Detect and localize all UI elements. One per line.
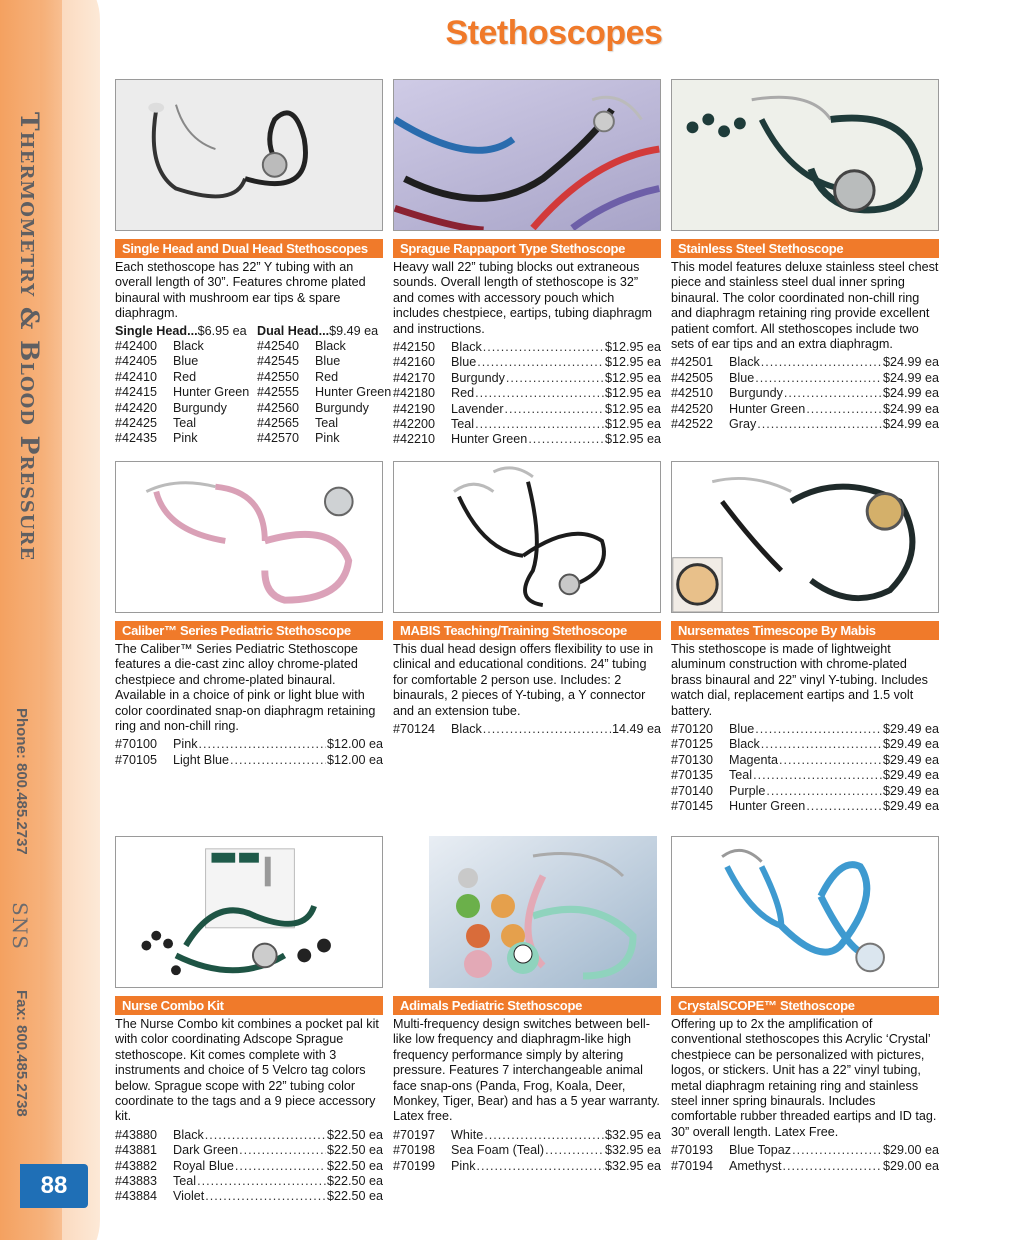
sku: #42425 — [115, 416, 158, 431]
color-name: Hunter Green — [173, 385, 250, 400]
color-name: Black — [729, 737, 760, 752]
list-item — [671, 1159, 939, 1174]
product-photo — [115, 79, 383, 231]
sku: #42170 — [393, 370, 436, 385]
kit-icon — [116, 837, 382, 987]
sku: #70197 — [393, 1127, 436, 1142]
sku: #43883 — [115, 1174, 158, 1189]
stethoscope-icon — [672, 462, 938, 612]
price: $12.95 ea — [604, 370, 661, 385]
list-item — [115, 339, 257, 354]
color-name: Violet — [173, 1189, 205, 1204]
color-name: Pink — [173, 431, 198, 446]
color-name: Lavender — [451, 401, 504, 416]
sku: #42520 — [671, 401, 714, 416]
sku: #70199 — [393, 1158, 436, 1173]
list-item — [393, 402, 661, 417]
color-name: Hunter Green — [729, 799, 806, 814]
list-item — [671, 799, 939, 814]
product-description: The Nurse Combo kit combines a pocket pal kit with color coordinating Adscope Sprague stethoscope. Kit comes complete with 3 instruments and choice of 5 Velcro tag colors below. Sprague scope with 22” tubing color coordinate to the tags and a 9 piece accessory kit. — [115, 1017, 379, 1124]
price: $12.95 ea — [604, 355, 661, 370]
price-list — [115, 737, 383, 768]
sku: #42405 — [115, 354, 158, 369]
product-title: Caliber™ Series Pediatric Stethoscope — [115, 621, 383, 640]
sku: #42420 — [115, 400, 158, 415]
price: $32.95 ea — [604, 1158, 661, 1173]
product-description: The Caliber™ Series Pediatric Stethoscope features a die-cast zinc alloy chrome-plated chestpiece and chrome-plated binaural. Available in a choice of pink or light blue with color coordinated snap-on diaphragm retaining ring and non-chill ring. — [115, 642, 376, 734]
list-item — [257, 339, 383, 354]
list-item — [671, 371, 939, 386]
sku: #70130 — [671, 752, 714, 767]
product-title: Adimals Pediatric Stethoscope — [393, 996, 661, 1015]
price: $32.95 ea — [604, 1127, 661, 1142]
color-name: Burgundy — [173, 400, 227, 415]
sku: #42435 — [115, 431, 158, 446]
sku: #42210 — [393, 432, 436, 447]
sku: #42550 — [257, 369, 300, 384]
price: $22.50 ea — [326, 1158, 383, 1173]
list-item — [257, 431, 383, 446]
color-name: Hunter Green — [315, 385, 392, 400]
price: $12.95 ea — [604, 432, 661, 447]
color-name: Black — [173, 1127, 204, 1142]
list-item — [671, 784, 939, 799]
list-item — [115, 1174, 383, 1189]
color-name: Black — [315, 339, 346, 354]
stethoscope-icon — [393, 836, 661, 988]
list-item — [257, 416, 383, 431]
color-name: Dark Green — [173, 1143, 239, 1158]
product-title: Stainless Steel Stethoscope — [671, 239, 939, 258]
list-item — [671, 722, 939, 737]
sku: #42190 — [393, 401, 436, 416]
price-list — [671, 355, 939, 432]
price: $24.99 ea — [882, 370, 939, 385]
price: $12.95 ea — [604, 386, 661, 401]
list-item — [115, 1159, 383, 1174]
product-title: MABIS Teaching/Training Stethoscope — [393, 621, 661, 640]
sku: #42560 — [257, 400, 300, 415]
price: $22.50 ea — [326, 1189, 383, 1204]
sku: #42180 — [393, 386, 436, 401]
color-name: Red — [173, 369, 197, 384]
color-name: Light Blue — [173, 752, 230, 767]
stethoscope-icon — [672, 80, 938, 230]
company-logo: SNS — [8, 902, 32, 950]
list-item — [671, 355, 939, 370]
section-title: Thermometry & Blood Pressure — [15, 112, 44, 562]
list-item — [115, 1143, 383, 1158]
color-name: Blue — [173, 354, 199, 369]
list-item — [393, 371, 661, 386]
color-name: Pink — [451, 1158, 476, 1173]
list-item — [115, 737, 383, 752]
price-list — [115, 1128, 383, 1205]
list-item — [115, 416, 257, 431]
price: $12.95 ea — [604, 417, 661, 432]
price: $29.49 ea — [882, 799, 939, 814]
product-card-mabis-teaching — [393, 461, 661, 737]
sku: #70194 — [671, 1158, 714, 1173]
list-item — [671, 753, 939, 768]
price: $22.50 ea — [326, 1174, 383, 1189]
sku: #42570 — [257, 431, 300, 446]
product-photo — [115, 461, 383, 613]
product-title: Single Head and Dual Head Stethoscopes — [115, 239, 383, 258]
color-name: Teal — [173, 1174, 197, 1189]
color-name: Red — [451, 386, 475, 401]
phone-number: Phone: 800.485.2737 — [13, 708, 30, 855]
product-card-caliber-pediatric — [115, 461, 383, 768]
list-item — [671, 386, 939, 401]
color-name: Red — [315, 369, 339, 384]
color-name: Teal — [315, 416, 339, 431]
price: $24.99 ea — [882, 401, 939, 416]
list-item — [115, 385, 257, 400]
color-name: Teal — [729, 768, 753, 783]
color-name: Purple — [729, 783, 766, 798]
product-title: Nursemates Timescope By Mabis — [671, 621, 939, 640]
stethoscope-icon — [394, 462, 660, 612]
fax-number: Fax: 800.485.2738 — [13, 990, 30, 1117]
list-item — [671, 1143, 939, 1158]
price: $12.00 ea — [326, 752, 383, 767]
sku: #42150 — [393, 340, 436, 355]
product-photo — [671, 461, 939, 613]
sku: #70198 — [393, 1143, 436, 1158]
sku: #70193 — [671, 1143, 714, 1158]
stethoscope-icon — [672, 837, 938, 987]
color-name: Pink — [173, 737, 198, 752]
dual-head-column — [257, 323, 392, 447]
page-number: 88 — [20, 1164, 88, 1208]
list-item — [671, 768, 939, 783]
color-name: Burgundy — [451, 370, 505, 385]
list-item — [393, 386, 661, 401]
list-item — [115, 401, 257, 416]
product-description: Heavy wall 22” tubing blocks out extraneous sounds. Overall length of stethoscope is 32” and comes with accessory pouch which includes chestpiece, eartips, tubing diaphragm and instructions. — [393, 260, 653, 336]
price-list — [393, 340, 661, 448]
sku: #42505 — [671, 370, 714, 385]
product-description: This dual head design offers flexibility to use in clinical and educational conditions. 24” tubing for comfortable 2 person use. Includes: 2 binaurals, 2 pieces of Y-tubing, a Y connector and an extension tube. — [393, 642, 654, 718]
sku: #70140 — [671, 783, 714, 798]
price: $12.95 ea — [604, 401, 661, 416]
list-item — [115, 431, 257, 446]
sku: #42160 — [393, 355, 436, 370]
product-card-crystalscope — [671, 836, 939, 1174]
price: $29.49 ea — [882, 783, 939, 798]
product-photo — [671, 79, 939, 231]
price-list — [393, 1128, 661, 1174]
color-name: Blue — [729, 722, 755, 737]
sku: #70120 — [671, 722, 714, 737]
sku: #42501 — [671, 355, 714, 370]
color-name: Hunter Green — [451, 432, 528, 447]
list-item — [115, 753, 383, 768]
sku: #42545 — [257, 354, 300, 369]
sidebar — [0, 0, 84, 1240]
color-name: Pink — [315, 431, 340, 446]
dual-head-price: $9.49 ea — [329, 323, 379, 338]
price: $29.49 ea — [882, 722, 939, 737]
sku: #42400 — [115, 339, 158, 354]
sidebar-curve — [40, 0, 100, 1240]
list-item — [671, 417, 939, 432]
stethoscope-icon — [116, 80, 382, 230]
price: 14.49 ea — [611, 722, 661, 737]
sku: #70124 — [393, 722, 436, 737]
product-photo — [393, 461, 661, 613]
stethoscope-icon — [116, 462, 382, 612]
sku: #70105 — [115, 752, 158, 767]
price: $29.49 ea — [882, 752, 939, 767]
sku: #42510 — [671, 386, 714, 401]
dual-head-label: Dual Head... — [257, 323, 330, 338]
color-name: Black — [451, 722, 482, 737]
price: $12.00 ea — [326, 737, 383, 752]
list-item — [393, 355, 661, 370]
color-name: Blue Topaz — [729, 1143, 792, 1158]
color-name: Black — [451, 340, 482, 355]
price: $32.95 ea — [604, 1143, 661, 1158]
product-card-single-dual-head — [115, 79, 392, 447]
price: $29.49 ea — [882, 768, 939, 783]
sku: #42200 — [393, 417, 436, 432]
sku: #43880 — [115, 1127, 158, 1142]
price: $12.95 ea — [604, 340, 661, 355]
price: $29.00 ea — [882, 1143, 939, 1158]
list-item — [115, 1128, 383, 1143]
sku: #42565 — [257, 416, 300, 431]
price-table — [115, 323, 392, 447]
product-description: This model features deluxe stainless steel chest piece and stainless steel dual inner spring binaural. The color coordinated non-chill ring and diaphragm retaining ring provide excellent patient comfort. All stethoscopes include two sets of ear tips and an extra diaphragm. — [671, 260, 939, 352]
sku: #70100 — [115, 737, 158, 752]
page-title: Stethoscopes — [445, 14, 663, 52]
price: $22.50 ea — [326, 1143, 383, 1158]
product-description: Each stethoscope has 22” Y tubing with an overall length of 30”. Features chrome plated binaural with mushroom ear tips & spare diaphragm. — [115, 260, 366, 321]
product-photo — [671, 836, 939, 988]
single-head-column — [115, 324, 257, 447]
sku: #70125 — [671, 737, 714, 752]
product-photo — [115, 836, 383, 988]
list-item — [257, 370, 383, 385]
color-name: Burgundy — [729, 386, 783, 401]
product-photo — [393, 836, 661, 988]
stethoscope-icon — [394, 80, 660, 230]
color-name: Black — [173, 339, 204, 354]
list-item — [393, 1143, 661, 1158]
list-item — [393, 340, 661, 355]
price-list — [671, 722, 939, 814]
price: $24.99 ea — [882, 417, 939, 432]
sku: #42555 — [257, 385, 300, 400]
list-item — [393, 417, 661, 432]
list-item — [115, 1189, 383, 1204]
sku: #42540 — [257, 339, 300, 354]
color-name: Burgundy — [315, 400, 369, 415]
list-item — [393, 432, 661, 447]
product-description: Multi-frequency design switches between bell-like low frequency and diaphragm-like high frequency performance simply by altering pressure. Features 7 interchangeable animal face snap-ons (Panda, Frog, Koala, Deer, Monkey, Tiger, Bear) and has a 5 year warranty. Latex free. — [393, 1017, 660, 1124]
price: $29.49 ea — [882, 737, 939, 752]
sku: #42522 — [671, 417, 714, 432]
price: $24.99 ea — [882, 355, 939, 370]
list-item — [393, 1159, 661, 1174]
product-photo — [393, 79, 661, 231]
color-name: Amethyst — [729, 1158, 782, 1173]
list-item — [671, 737, 939, 752]
color-name: Teal — [173, 416, 197, 431]
list-item — [257, 385, 392, 400]
product-description: This stethoscope is made of lightweight aluminum construction with chrome-plated brass binaural and 22” vinyl Y-tubing. Includes watch dial, replacement eartips and 1.5 volt battery. — [671, 642, 928, 718]
list-item — [671, 402, 939, 417]
color-name: Magenta — [729, 752, 779, 767]
color-name: Blue — [315, 354, 341, 369]
sku: #70145 — [671, 799, 714, 814]
product-card-adimals-pediatric — [393, 836, 661, 1174]
color-name: Sea Foam (Teal) — [451, 1143, 545, 1158]
price: $29.00 ea — [882, 1158, 939, 1173]
list-item — [393, 722, 661, 737]
product-card-stainless-steel — [671, 79, 939, 432]
sku: #42415 — [115, 385, 158, 400]
color-name: Royal Blue — [173, 1158, 234, 1173]
color-name: Blue — [729, 370, 755, 385]
sku: #42410 — [115, 369, 158, 384]
color-name: Blue — [451, 355, 477, 370]
product-title: Nurse Combo Kit — [115, 996, 383, 1015]
sku: #43884 — [115, 1189, 158, 1204]
product-title: CrystalSCOPE™ Stethoscope — [671, 996, 939, 1015]
list-item — [115, 370, 257, 385]
color-name: White — [451, 1127, 484, 1142]
product-description: Offering up to 2x the amplification of conventional stethoscopes this Acrylic ‘Crystal’ chestpiece can be personalized with pictures, logos, or stickers. Unit has a 22” vinyl tubing, metal diaphragm retaining ring and stainless steel inner spring binaurals. Includes comfortable rubber threaded eartips and ID tag. 30” overall length. Latex Free. — [671, 1017, 937, 1139]
list-item — [257, 401, 383, 416]
sku: #43881 — [115, 1143, 158, 1158]
list-item — [115, 354, 257, 369]
list-item — [257, 354, 383, 369]
single-head-label: Single Head... — [115, 323, 198, 338]
sku: #43882 — [115, 1158, 158, 1173]
color-name: Gray — [729, 417, 757, 432]
color-name: Hunter Green — [729, 401, 806, 416]
color-name: Black — [729, 355, 760, 370]
product-title: Sprague Rappaport Type Stethoscope — [393, 239, 661, 258]
product-card-nurse-combo-kit — [115, 836, 383, 1205]
product-card-sprague-rappaport — [393, 79, 661, 448]
product-card-nursemates-timescope — [671, 461, 939, 814]
price: $24.99 ea — [882, 386, 939, 401]
list-item — [393, 1128, 661, 1143]
price-list — [671, 1143, 939, 1174]
single-head-price: $6.95 ea — [197, 323, 247, 338]
price-list — [393, 722, 661, 737]
price: $22.50 ea — [326, 1127, 383, 1142]
sku: #70135 — [671, 768, 714, 783]
color-name: Teal — [451, 417, 475, 432]
